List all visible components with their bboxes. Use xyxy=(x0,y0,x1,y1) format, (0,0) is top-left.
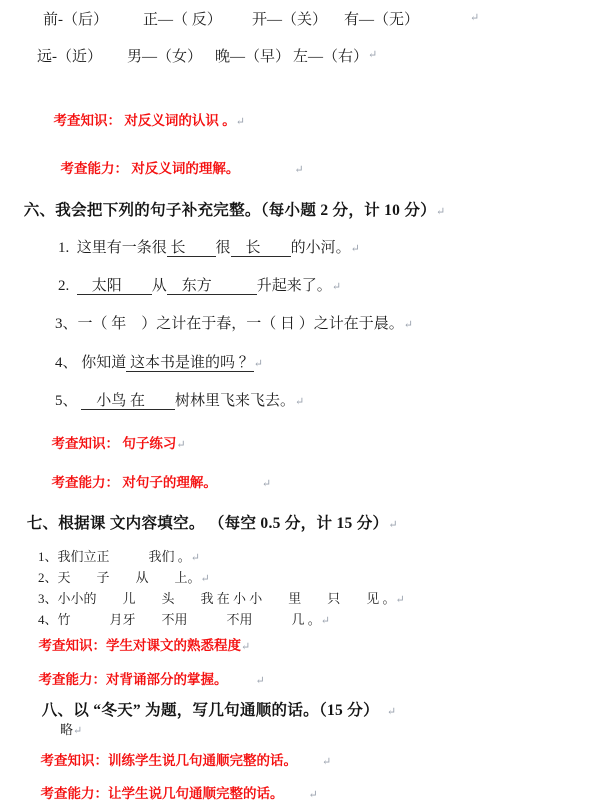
note-label: 考查能力： xyxy=(40,786,108,801)
fill-in-text: 4、竹 月牙 不用 不用 几 。 xyxy=(38,612,321,627)
paragraph-mark-icon: ↵ xyxy=(368,49,378,61)
blank-underline: 长 xyxy=(166,240,216,256)
question-text: 2. xyxy=(58,278,77,294)
note-text: 对反义词的认识 。 xyxy=(121,113,236,128)
note-text: 让学生说几句通顺完整的话。 xyxy=(108,786,284,801)
paragraph-mark-icon: ↵ xyxy=(386,706,397,718)
question-text: 3、一（ 年 ）之计在于春，一（ 日 ）之计在于晨。 xyxy=(55,316,404,332)
paragraph-mark-icon: ↵ xyxy=(436,206,446,218)
note-text: 对反义词的理解。 xyxy=(128,161,240,176)
antonym-pair: 男—（女） xyxy=(127,49,203,65)
paragraph-mark-icon: ↵ xyxy=(320,615,330,627)
paragraph-mark-icon: ↵ xyxy=(350,243,360,255)
note-label: 考查知识： xyxy=(51,436,119,451)
blank-underline: 小鸟 在 xyxy=(81,393,176,409)
paragraph-mark-icon: ↵ xyxy=(294,164,304,176)
question-text: 的小河。 xyxy=(290,240,351,256)
paragraph-mark-icon: ↵ xyxy=(395,594,405,606)
note-label: 考查知识： xyxy=(53,113,121,128)
exam-note xyxy=(40,93,245,145)
section-title: 六、我会把下列的句子补充完整。（每小题 2 分，计 10 分） xyxy=(23,202,437,219)
paragraph-mark-icon: ↵ xyxy=(253,358,263,370)
antonym-pair: 正—（ 反） xyxy=(143,12,222,28)
note-text: 对句子的理解。 xyxy=(119,475,217,490)
note-text: 学生对课文的熟悉程度 xyxy=(106,638,241,653)
paragraph-mark-icon: ↵ xyxy=(322,756,332,768)
paragraph-mark-icon: ↵ xyxy=(241,641,251,653)
antonym-pair: 开—（关） xyxy=(252,12,328,28)
section-title: 七、根据课 文内容填空。 （每空 0.5 分，计 15 分） xyxy=(26,515,389,532)
antonym-pair: 晚—（早） xyxy=(215,49,291,65)
paragraph-mark-icon: ↵ xyxy=(255,675,265,687)
paragraph-mark-icon: ↵ xyxy=(261,478,272,490)
antonym-pair: 有—（无） xyxy=(344,12,420,28)
note-label: 考查能力： xyxy=(60,161,128,176)
blank-underline: 东方 xyxy=(166,278,257,294)
paragraph-mark-icon: ↵ xyxy=(403,319,413,331)
paragraph-mark-icon: ↵ xyxy=(73,725,83,737)
question-text: 5、 xyxy=(55,393,82,409)
paragraph-mark-icon: ↵ xyxy=(176,439,186,451)
fill-in-text: 1、我们立正 我们 。 xyxy=(38,549,191,564)
note-label: 考查知识： xyxy=(38,638,106,653)
antonym-pair: 左—（右） xyxy=(293,49,369,65)
paragraph-mark-icon: ↵ xyxy=(388,519,398,531)
section-title: 八、以 “冬天” 为题，写几句通顺的话。（15 分） xyxy=(41,702,379,719)
fill-in-text: 3、小小的 儿 头 我 在 小 小 里 只 见 。 xyxy=(38,591,396,606)
note-text: 训练学生说几句通顺完整的话。 xyxy=(108,753,297,768)
blank-underline: 太阳 xyxy=(76,278,152,294)
question-text: 4、 你知道 xyxy=(55,355,127,371)
question-text: 很 xyxy=(215,240,231,256)
question-text: 树林里飞来飞去。 xyxy=(175,393,296,409)
paragraph-mark-icon: ↵ xyxy=(470,12,480,24)
note-label: 考查知识： xyxy=(40,753,108,768)
paragraph-mark-icon: ↵ xyxy=(200,573,210,585)
note-text: 对背诵部分的掌握。 xyxy=(106,672,228,687)
antonym-pair: 前-（后） xyxy=(43,12,108,28)
note-text: 句子练习 xyxy=(119,436,177,451)
answer-text: 略 xyxy=(60,722,74,737)
question-text: 1. 这里有一条很 xyxy=(58,240,167,256)
antonym-pair: 远-（近） xyxy=(37,49,102,65)
paragraph-mark-icon: ↵ xyxy=(235,116,245,128)
blank-underline: 长 xyxy=(230,240,291,256)
exam-note xyxy=(27,766,318,810)
blank-underline: 这本书是谁的吗 ？ xyxy=(126,355,254,371)
question-text: 从 xyxy=(151,278,167,294)
paragraph-mark-icon: ↵ xyxy=(331,281,342,293)
paragraph-mark-icon: ↵ xyxy=(308,789,318,801)
note-label: 考查能力： xyxy=(51,475,119,490)
question-text: 升起来了。 xyxy=(256,278,332,294)
note-label: 考查能力： xyxy=(38,672,106,687)
fill-in-text: 2、天 子 从 上。 xyxy=(38,570,201,585)
paragraph-mark-icon: ↵ xyxy=(295,396,305,408)
paragraph-mark-icon: ↵ xyxy=(190,552,200,564)
